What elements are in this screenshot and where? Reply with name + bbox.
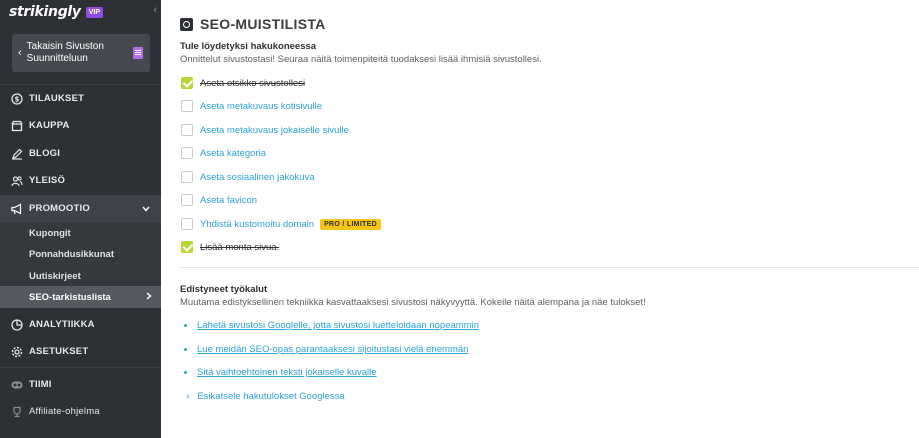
section-heading: Tule löydetyksi hakukoneessa [180,41,317,52]
advanced-link[interactable]: Sitä vaihtoehtoinen teksti jokaiselle kuvalle [197,367,377,378]
checkbox[interactable] [181,147,193,159]
checkbox[interactable] [181,124,193,136]
chevron-left-icon[interactable]: ‹ [153,4,157,16]
checklist-link[interactable]: Aseta favicon [200,194,258,206]
sidebar-subitem-label: SEO-tarkistuslista [29,291,111,303]
chevron-down-icon [142,204,150,214]
sidebar-item-affiliate[interactable] [0,398,161,425]
checklist-item[interactable] [181,76,305,90]
sidebar-item-label: PROMOOTIO [29,203,90,214]
checklist-link[interactable]: Aseta kategoria [200,147,267,159]
checklist-link[interactable]: Aseta metakuvaus jokaiselle sivulle [200,124,349,136]
pen-icon [11,148,23,160]
search-icon [180,18,193,31]
checklist-link[interactable]: Aseta sosiaalinen jakokuva [200,171,315,183]
checklist-item[interactable] [181,217,381,231]
checklist-item[interactable] [181,193,257,207]
trophy-icon [11,406,23,418]
checkbox[interactable] [181,194,193,206]
checklist-item[interactable] [181,240,279,254]
checklist-link[interactable]: Yhdistä kustomoitu domain [200,218,315,230]
section-divider [180,267,919,268]
preview-link-label: Esikatsele hakutulokset Googlessa [197,391,345,402]
document-icon [133,47,143,59]
dollar-icon [11,93,23,105]
checkbox[interactable] [181,100,193,112]
main-content [161,0,919,438]
sidebar-item-blog[interactable] [0,140,161,167]
checklist-label: Lisää monta sivua. [200,241,280,253]
list-item[interactable] [184,367,377,378]
sidebar-item-team[interactable] [0,371,161,398]
sidebar-subitem-seo-checklist[interactable] [0,286,161,308]
sidebar-item-label: TIIMI [29,379,52,390]
team-icon [11,379,23,391]
sidebar-item-label: YLEISÖ [29,175,66,186]
sidebar-subitem-label: Ponnahdusikkunat [29,248,114,260]
sidebar-item-settings[interactable] [0,338,161,365]
sidebar-item-label: BLOGI [29,148,61,159]
checklist-item[interactable] [181,99,322,113]
advanced-link[interactable]: Lue meidän SEO-opas parantaaksesi sijoitustasi vielä enemmän [197,344,469,355]
sidebar-subitem-label: Kupongit [29,227,71,239]
chevron-right-icon [146,292,152,303]
checkbox[interactable] [181,77,193,89]
checkbox[interactable] [181,171,193,183]
back-label: Takaisin Sivuston Suunnitteluun [26,41,104,64]
bullet [184,371,187,374]
chevron-right-icon: › [186,391,190,402]
sidebar-item-audience[interactable] [0,167,161,194]
page-title: SEO-MUISTILISTA [200,16,326,32]
sidebar-item-label: ANALYTIIKKA [29,319,95,330]
sidebar-item-label: Affiliate-ohjelma [29,406,100,417]
users-icon [11,175,23,187]
vip-badge: VIP [86,7,103,18]
section-subtitle: Muutama edistyksellinen tekniikka kasvattaaksesi sivustosi näkyvyyttä. Kokeile näitä alempana ja näe tulokset! [180,297,646,308]
checklist-item[interactable] [181,146,266,160]
section-heading: Edistyneet työkalut [180,284,268,295]
gear-icon [11,346,23,358]
checklist-label: Aseta otsikko sivustollesi [200,77,306,89]
sidebar-item-label: KAUPPA [29,120,70,131]
page-header [180,16,326,32]
advanced-link[interactable]: Lähetä sivustosi Googlelle, jotta sivustosi luetteloidaan nopeammin [197,320,479,331]
sidebar-item-orders[interactable] [0,85,161,112]
checkbox[interactable] [181,241,193,253]
chevron-left-icon: ‹ [18,47,22,59]
store-icon [11,120,23,132]
sidebar-subitem-popups[interactable] [0,243,161,265]
pie-chart-icon [11,319,23,331]
checklist-item[interactable] [181,170,315,184]
pro-badge: PRO / LIMITED [320,219,381,230]
list-item[interactable] [184,344,468,355]
checklist-item[interactable] [181,123,349,137]
preview-google-link[interactable] [186,391,345,402]
strikingly-logo: strikingly [9,4,81,20]
megaphone-icon [11,203,23,215]
sidebar-item-label: TILAUKSET [29,93,85,104]
divider [0,367,161,368]
brand [0,0,161,24]
svg-text:$: $ [14,95,20,104]
sidebar-item-label: ASETUKSET [29,346,89,357]
list-item[interactable] [184,320,479,331]
sidebar-item-store[interactable] [0,112,161,139]
sidebar-subitem-label: Uutiskirjeet [29,270,81,282]
back-to-editor-button[interactable] [12,34,150,72]
checklist-link[interactable]: Aseta metakuvaus kotisivulle [200,100,322,112]
sidebar-item-analytics[interactable] [0,311,161,338]
sidebar-subitem-coupons[interactable] [0,222,161,244]
sidebar [0,0,161,438]
checkbox[interactable] [181,218,193,230]
sidebar-subitem-newsletters[interactable] [0,265,161,287]
sidebar-item-promotion[interactable] [0,195,161,222]
section-subtitle: Onnittelut sivustostasi! Seuraa näitä toimenpiteitä tuodaksesi lisää ihmisiä sivustollesi. [180,54,542,65]
bullet [184,324,187,327]
bullet [184,348,187,351]
